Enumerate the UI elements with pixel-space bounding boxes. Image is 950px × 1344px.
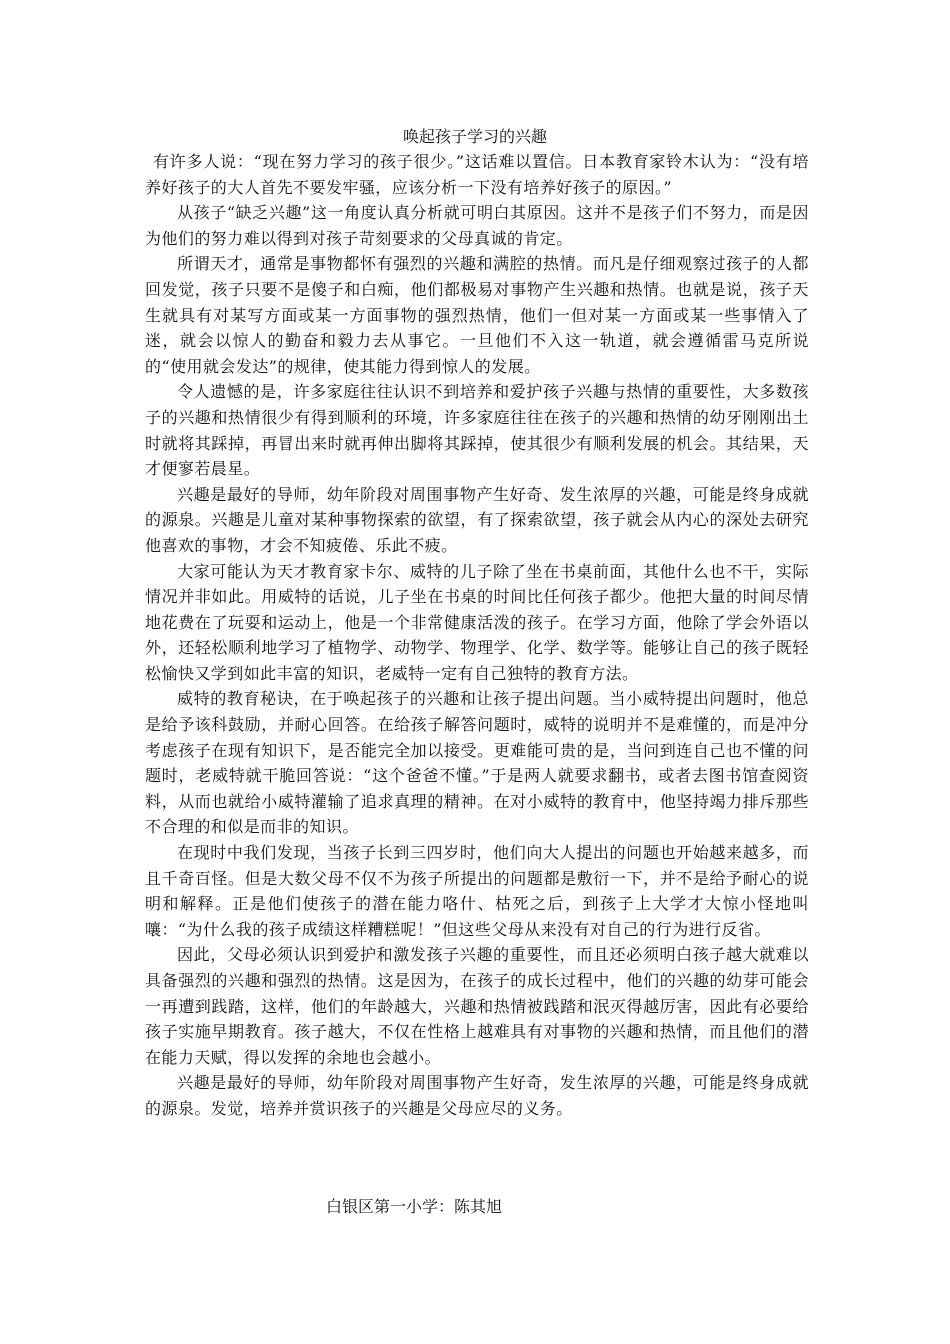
paragraph-1: 有许多人说：“现在努力学习的孩子很少。”这话难以置信。日本教育家铃木认为：“没有培养好孩子的大人首先不要发牢骚，应该分析一下没有培养好孩子的原因。” (145, 152, 809, 197)
document-title: 唤起孩子学习的兴趣 (402, 127, 547, 146)
paragraph-3: 所谓天才，通常是事物都怀有强烈的兴趣和满腔的热情。而凡是仔细观察过孩子的人都回发觉，孩子只要不是傻子和白痴，他们都极易对事物产生兴趣和热情。也就是说，孩子天生就具有对某写方面或某一方面事物的强烈热情，他们一但对某一方面或某一些事情入了迷，就会以惊人的勤奋和毅力去从事它。一旦他们不入这一轨道，就会遵循雷马克所说的“使用就会发达”的规律，使其能力得到惊人的发展。 (145, 254, 809, 376)
document-body (145, 149, 809, 1122)
paragraph-5: 兴趣是最好的导师，幼年阶段对周围事物产生好奇、发生浓厚的兴趣，可能是终身成就的源泉。兴趣是儿童对某种事物探索的欲望，有了探索欲望，孩子就会从内心的深处去研究他喜欢的事物，才会不知疲倦、乐此不疲。 (145, 484, 809, 555)
paragraph-10: 兴趣是最好的导师，幼年阶段对周围事物产生好奇，发生浓厚的兴趣，可能是终身成就的源泉。发觉，培养并赏识孩子的兴趣是父母应尽的义务。 (145, 1073, 809, 1118)
author-signature: 白银区第一小学：陈其旭 (326, 1197, 503, 1216)
paragraph-9: 因此，父母必须认识到爱护和激发孩子兴趣的重要性，而且还必须明白孩子越大就难以具备强烈的兴趣和强烈的热情。这是因为，在孩子的成长过程中，他们的兴趣的幼芽可能会一再遭到践踏，这样，他们的年龄越大，兴趣和热情被践踏和泯灭得越厉害，因此有必要给孩子实施早期教育。孩子越大，不仅在性格上越难具有对事物的兴趣和热情，而且他们的潜在能力天赋，得以发挥的余地也会越小。 (145, 945, 809, 1067)
paragraph-4: 令人遗憾的是，许多家庭往往认识不到培养和爱护孩子兴趣与热情的重要性，大多数孩子的兴趣和热情很少有得到顺利的环境，许多家庭往往在孩子的兴趣和热情的幼牙刚刚出土时就将其踩掉，再冒出来时就再伸出脚将其踩掉，使其很少有顺利发展的机会。其结果，天才便寥若晨星。 (145, 382, 809, 479)
paragraph-8: 在现时中我们发现，当孩子长到三四岁时，他们向大人提出的问题也开始越来越多，而且千奇百怪。但是大数父母不仅不为孩子所提出的问题都是敷衍一下，并不是给予耐心的说明和解释。正是他们使孩子的潜在能力咯什、枯死之后，到孩子上大学才大惊小怪地叫嚷：“为什么我的孩子成绩这样糟糕呢！”但这些父母从来没有对自己的行为进行反省。 (145, 843, 809, 939)
paragraph-7: 威特的教育秘诀，在于唤起孩子的兴趣和让孩子提出问题。当小威特提出问题时，他总是给予该科鼓励，并耐心回答。在给孩子解答问题时，威特的说明并不是难懂的，而是冲分考虑孩子在现有知识下，是否能完全加以接受。更难能可贵的是，当问到连自己也不懂的问题时，老威特就干脆回答说：“这个爸爸不懂。”于是两人就要求翻书，或者去图书馆查阅资料，从而也就给小威特灌输了追求真理的精神。在对小威特的教育中，他坚持竭力排斥那些不合理的和似是而非的知识。 (145, 689, 809, 837)
paragraph-2: 从孩子“缺乏兴趣”这一角度认真分析就可明白其原因。这并不是孩子们不努力，而是因为他们的努力难以得到对孩子苛刻要求的父母真诚的肯定。 (145, 203, 809, 248)
paragraph-6: 大家可能认为天才教育家卡尔、威特的儿子除了坐在书桌前面，其他什么也不干，实际情况并非如此。用威特的话说，儿子坐在书桌的时间比任何孩子都少。他把大量的时间尽情地花费在了玩耍和运动上，他是一个非常健康活泼的孩子。在学习方面，他除了学会外语以外，还轻松顺利地学习了植物学、动物学、物理学、化学、数学等。能够让自己的孩子既轻松愉快又学到如此丰富的知识，老威特一定有自己独特的教育方法。 (145, 561, 809, 683)
